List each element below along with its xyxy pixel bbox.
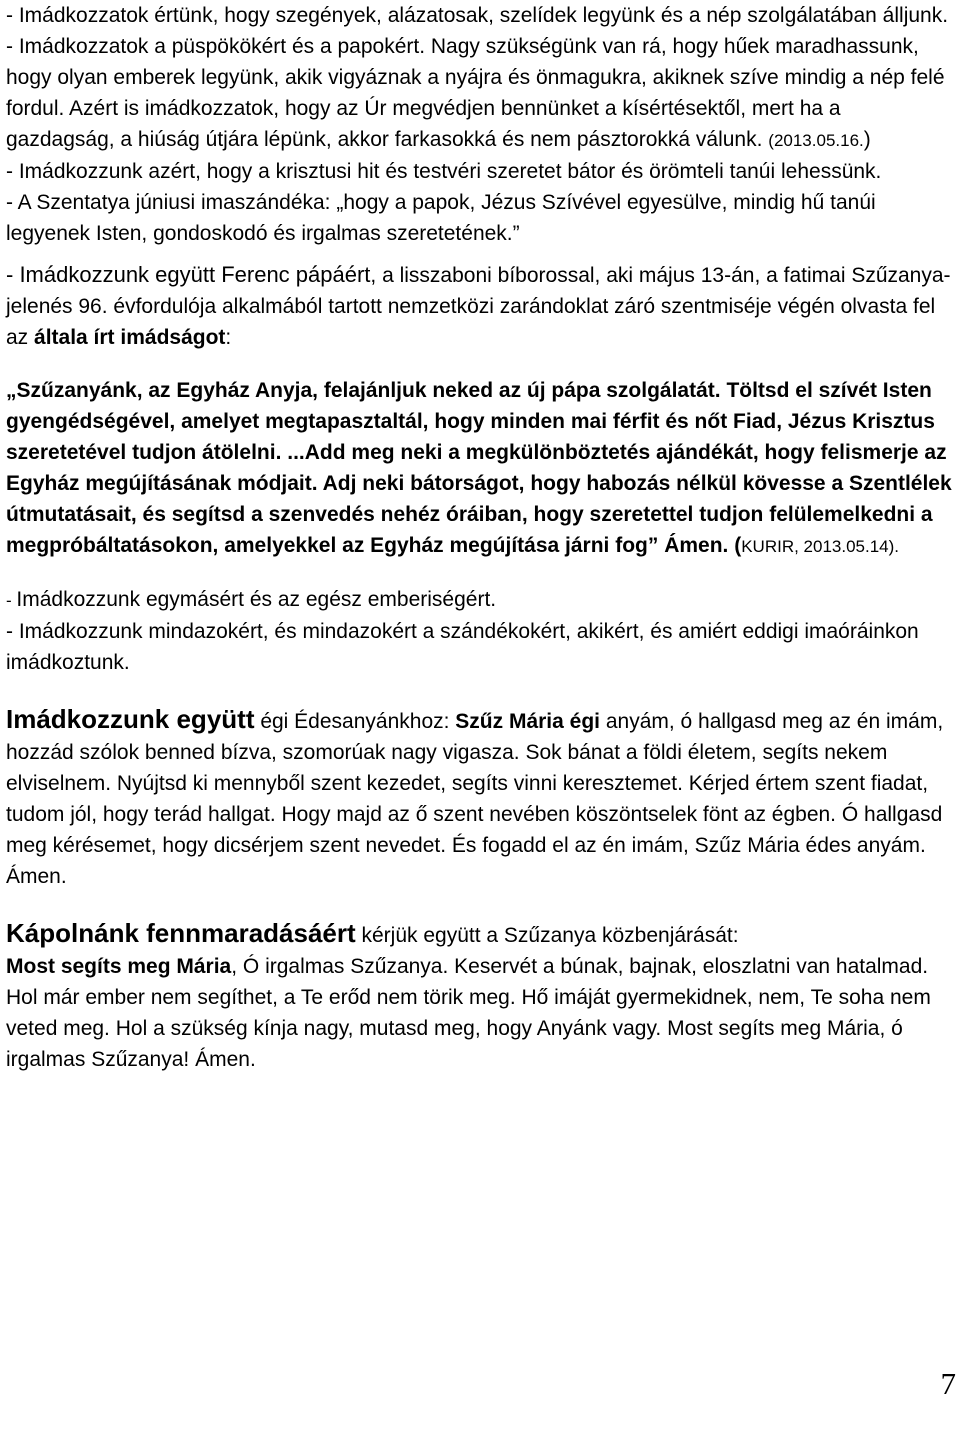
mary-prayer: [6, 704, 954, 892]
fatima-prayer-text: „Szűzanyánk, az Egyház Anyja, felajánljuk neked az új pápa szolgálatát. Töltsd el szívét Isten gyengédségével, amelyet megtapasztaltál, hogy minden mai férfit és nőt Fiad, Jézus Krisztus szeretetével tudjon átölelni. ...Add meg neki a megkülönböztetés ajándékát, hogy felismerje az Egyház megújításának módjait. Adj neki bátorságot, hogy habozás nélkül kövesse a Szentlélek útmutatásait, és segítsd a szenvedés nehéz óráiban, hogy szeretettel tudjon felülemelkedni a megpróbáltatásokon, amelyekkel az Egyház megújítása járni fog” Ámen.: [6, 379, 952, 557]
intention-humility: [6, 0, 954, 31]
intention-humanity: [6, 584, 954, 616]
ferenc-intro: [6, 259, 954, 353]
document-page: [6, 0, 954, 1075]
mary-prayer-heading: Imádkozzunk együtt: [6, 704, 255, 734]
intention-bishops-text: - Imádkozzatok a püspökökért és a papokért. Nagy szükségünk van rá, hogy hűek maradhassunk, hogy olyan emberek legyünk, akik vigyáznak a nyájra és önmagukra, akiknek szíve mindig a nép felé fordul. Azért is imádkozzatok, hogy az Úr megvédjen bennünket a kísértésektől, mert ha a gazdagság, a hiúság útjára lépünk, akkor farkasokká és nem pásztorokká válunk.: [6, 35, 945, 151]
intention-pope-june-text: - A Szentatya júniusi imaszándéka: „hogy a papok, Jézus Szívével egyesülve, mindig hű tanúi legyenek Isten, gondoskodó és irgalmas szeretetének.”: [6, 191, 876, 245]
source-close: ).: [888, 537, 900, 556]
mary-prayer-heading-rest: égi Édesanyánkhoz:: [254, 710, 456, 733]
intention-pope-june: [6, 187, 954, 249]
intention-bishops: [6, 31, 954, 156]
mary-prayer-body: anyám, ó hallgasd meg az én imám, hozzád szólok benned bízva, szomorúak nagy vigasza. Sok bánat a földi életem, segíts nekem elviselnem. Nyújtsd ki mennyből szent kezedet, segíts vinni keresztemet. Kérjed értem szent fiadat, tudom jól, hogy terád hallgat. Hogy majd az ő szent nevében köszöntselek fönt az égben. Ó hallgasd meg kérésemet, hogy dicsérjem szent nevedet. És fogadd el az én imám, Szűz Mária édes anyám. Ámen.: [6, 710, 944, 888]
intention-date: (2013.05.16.: [768, 131, 864, 150]
chapel-prayer-heading-rest: kérjük együtt a Szűzanya közbenjárását:: [355, 924, 739, 947]
intention-date-close: ): [863, 128, 871, 151]
source-open: (: [728, 534, 742, 557]
intention-faith-text: - Imádkozzunk azért, hogy a krisztusi hit és testvéri szeretet bátor és örömteli tanúi lehessünk.: [6, 160, 882, 183]
intention-humanity-dash: -: [6, 591, 17, 610]
intention-humility-text: - Imádkozzatok értünk, hogy szegények, alázatosak, szelídek legyünk és a nép szolgálatában álljunk.: [6, 4, 949, 27]
intention-humanity-text: Imádkozzunk egymásért és az egész emberiségért.: [16, 588, 497, 611]
intention-all-text: - Imádkozzunk mindazokért, és mindazokért a szándékokért, akikért, és amiért eddigi imaóráinkon imádkoztunk.: [6, 620, 919, 674]
intention-all: [6, 616, 954, 678]
page-number: 7: [940, 1366, 956, 1401]
mary-name: Szűz Mária égi: [455, 710, 600, 733]
fatima-prayer: [6, 375, 954, 562]
chapel-prayer-body: , Ó irgalmas Szűzanya. Keservét a búnak, bajnak, eloszlatni van hatalmad. Hol már ember nem segíthet, a Te erőd nem törik meg. Hő imáját gyermekidnek, nem, Te soha nem veted meg. Hol a szükség kínja nagy, mutasd meg, hogy Anyánk vagy. Most segíts meg Mária, ó irgalmas Szűzanya! Ámen.: [6, 955, 931, 1071]
intention-faith: [6, 156, 954, 187]
chapel-prayer-opening: Most segíts meg Mária: [6, 955, 232, 978]
chapel-prayer-heading: Kápolnánk fennmaradásáért: [6, 918, 356, 948]
ferenc-lead: - Imádkozzunk együtt Ferenc pápáért: [6, 262, 371, 287]
ferenc-prayer-ref: általa írt imádságot: [34, 326, 226, 349]
chapel-prayer: [6, 918, 954, 1075]
source-citation: KURIR, 2013.05.14: [741, 537, 889, 556]
ferenc-context: , a lisszaboni bíborossal, aki május 13-án, a fatimai Szűzanya-jelenés 96. évfordulója alkalmából tartott nemzetközi zarándoklat záró szentmiséje végén olvasta fel az: [6, 264, 951, 349]
ferenc-colon: :: [225, 326, 232, 349]
